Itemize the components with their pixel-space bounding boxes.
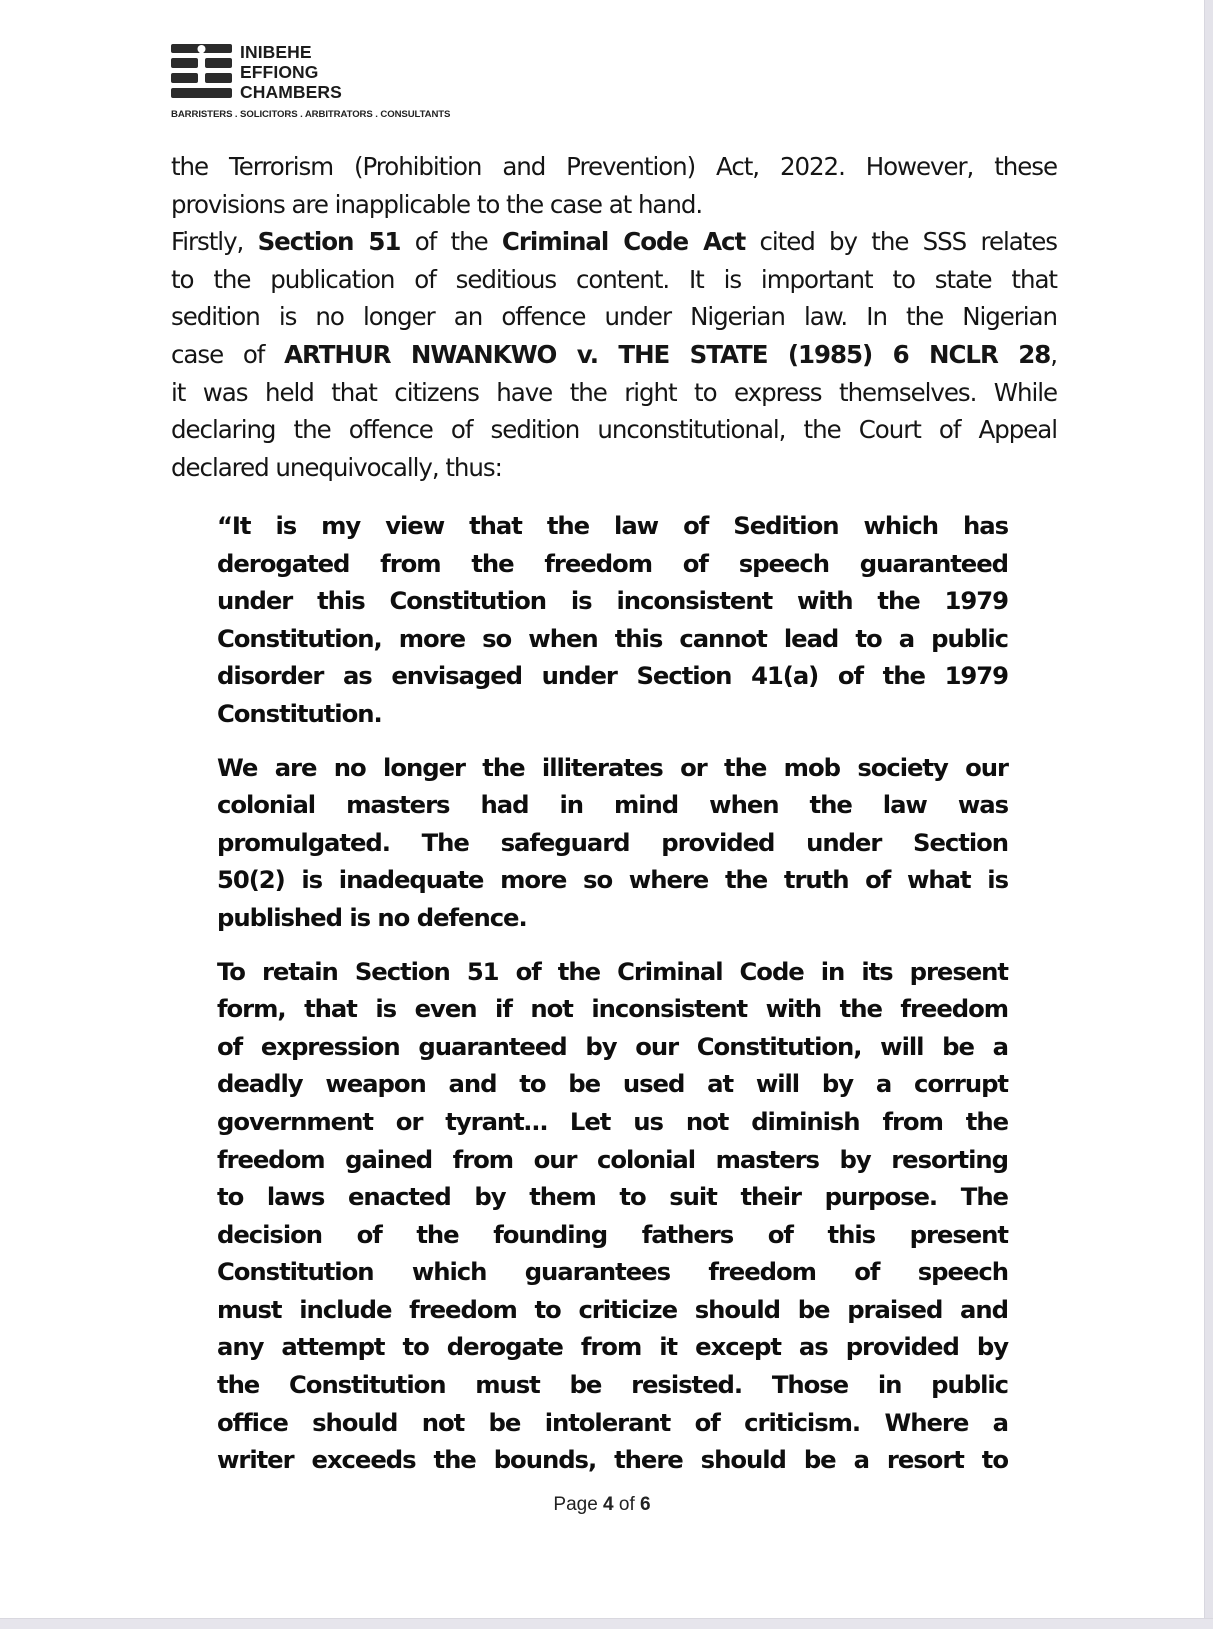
page-number [0,1494,1204,1516]
text-segment: sedition is no longer an offence under Nigerian law. In the Nigerian [171,302,1057,332]
quote-line: any attempt to derogate from it except as provided by [217,1332,1008,1362]
quote-paragraph [217,953,1008,1479]
quote-line: derogated from the freedom of speech guaranteed [217,548,1008,578]
quote-line: colonial masters had in mind when the law was [217,790,1008,820]
quote-paragraph [217,749,1008,937]
quote-line: under this Constitution is inconsistent with the 1979 [217,586,1008,616]
quote-line: decision of the founding fathers of this present [217,1219,1008,1249]
page-label: Page [553,1494,604,1515]
quote-line: published is no defence. [217,902,527,932]
quoted-judgment [217,507,1008,1495]
quote-line: Constitution which guarantees freedom of speech [217,1257,1008,1287]
text-segment: declaring the offence of sedition unconstitutional, the Court of Appeal [171,415,1057,445]
text-segment: , [1050,339,1057,369]
quote-line: deadly weapon and to be used at will by a corrupt [217,1069,1008,1099]
text-line [171,449,1057,487]
quote-line: promulgated. The safeguard provided under Section [217,827,1008,857]
quote-line: form, that is even if not inconsistent with the freedom [217,994,1008,1024]
text-segment: cited by the SSS relates [745,227,1057,257]
current-page: 4 [603,1494,614,1515]
firm-name-line: EFFIONG [240,62,319,82]
viewer-edge-bottom [0,1618,1213,1629]
quote-line: must include freedom to criticize should be praised and [217,1294,1008,1324]
text-line [171,148,1057,186]
bold-reference: Section 51 [257,227,401,257]
total-pages: 6 [640,1494,651,1515]
quote-line: of expression guaranteed by our Constitution, will be a [217,1031,1008,1061]
text-line [171,374,1057,412]
text-line [171,186,1057,224]
page-separator: of [613,1494,641,1515]
quote-line: government or tyrant… Let us not diminish from the [217,1106,1008,1136]
text-segment: it was held that citizens have the right to express themselves. While [171,377,1057,407]
quote-line: Constitution, more so when this cannot lead to a public [217,623,1008,653]
viewer-edge-right [1204,0,1213,1628]
quote-line: 50(2) is inadequate more so where the truth of what is [217,865,1008,895]
text-segment: case of [171,339,285,369]
quote-line: office should not be intolerant of criticism. Where a [217,1407,1008,1437]
firm-tagline: BARRISTERS . SOLICITORS . ARBITRATORS . CONSULTANTS [171,109,451,120]
text-segment: of the [400,227,502,257]
firm-name-line: INIBEHE [240,42,312,62]
quote-line: “It is my view that the law of Sedition which has [217,511,1008,540]
text-segment: Firstly, [171,227,258,257]
firm-name [240,42,342,102]
quote-line: To retain Section 51 of the Criminal Code in its present [217,956,1008,986]
body-paragraph [171,148,1057,486]
bold-reference: Criminal Code Act [501,227,746,257]
text-line [171,411,1057,449]
text-segment: the Terrorism (Prohibition and Prevention) Act, 2022. However, these [171,152,1057,181]
text-segment: declared unequivocally, thus: [171,452,502,482]
quote-line: disorder as envisaged under Section 41(a) of the 1979 [217,661,1008,691]
quote-line: We are no longer the illiterates or the mob society our [217,752,1008,782]
firm-name-line: CHAMBERS [240,82,342,102]
quote-paragraph [217,507,1008,733]
text-line [171,298,1057,336]
quote-line: freedom gained from our colonial masters by resorting [217,1144,1008,1174]
text-line [171,223,1057,261]
quote-line: the Constitution must be resisted. Those in public [217,1370,1008,1400]
text-line [171,336,1057,374]
quote-line: to laws enacted by them to suit their purpose. The [217,1182,1008,1212]
text-segment: provisions are inapplicable to the case at hand. [171,189,703,219]
text-segment: to the publication of seditious content. It is important to state that [171,264,1057,294]
text-line [171,261,1057,299]
quote-line: Constitution. [217,698,382,728]
letterhead [171,42,501,122]
bold-reference: ARTHUR NWANKWO v. THE STATE (1985) 6 NCLR 28 [284,339,1051,369]
chambers-logo-icon [171,44,232,100]
quote-line: writer exceeds the bounds, there should be a resort to [217,1445,1008,1475]
